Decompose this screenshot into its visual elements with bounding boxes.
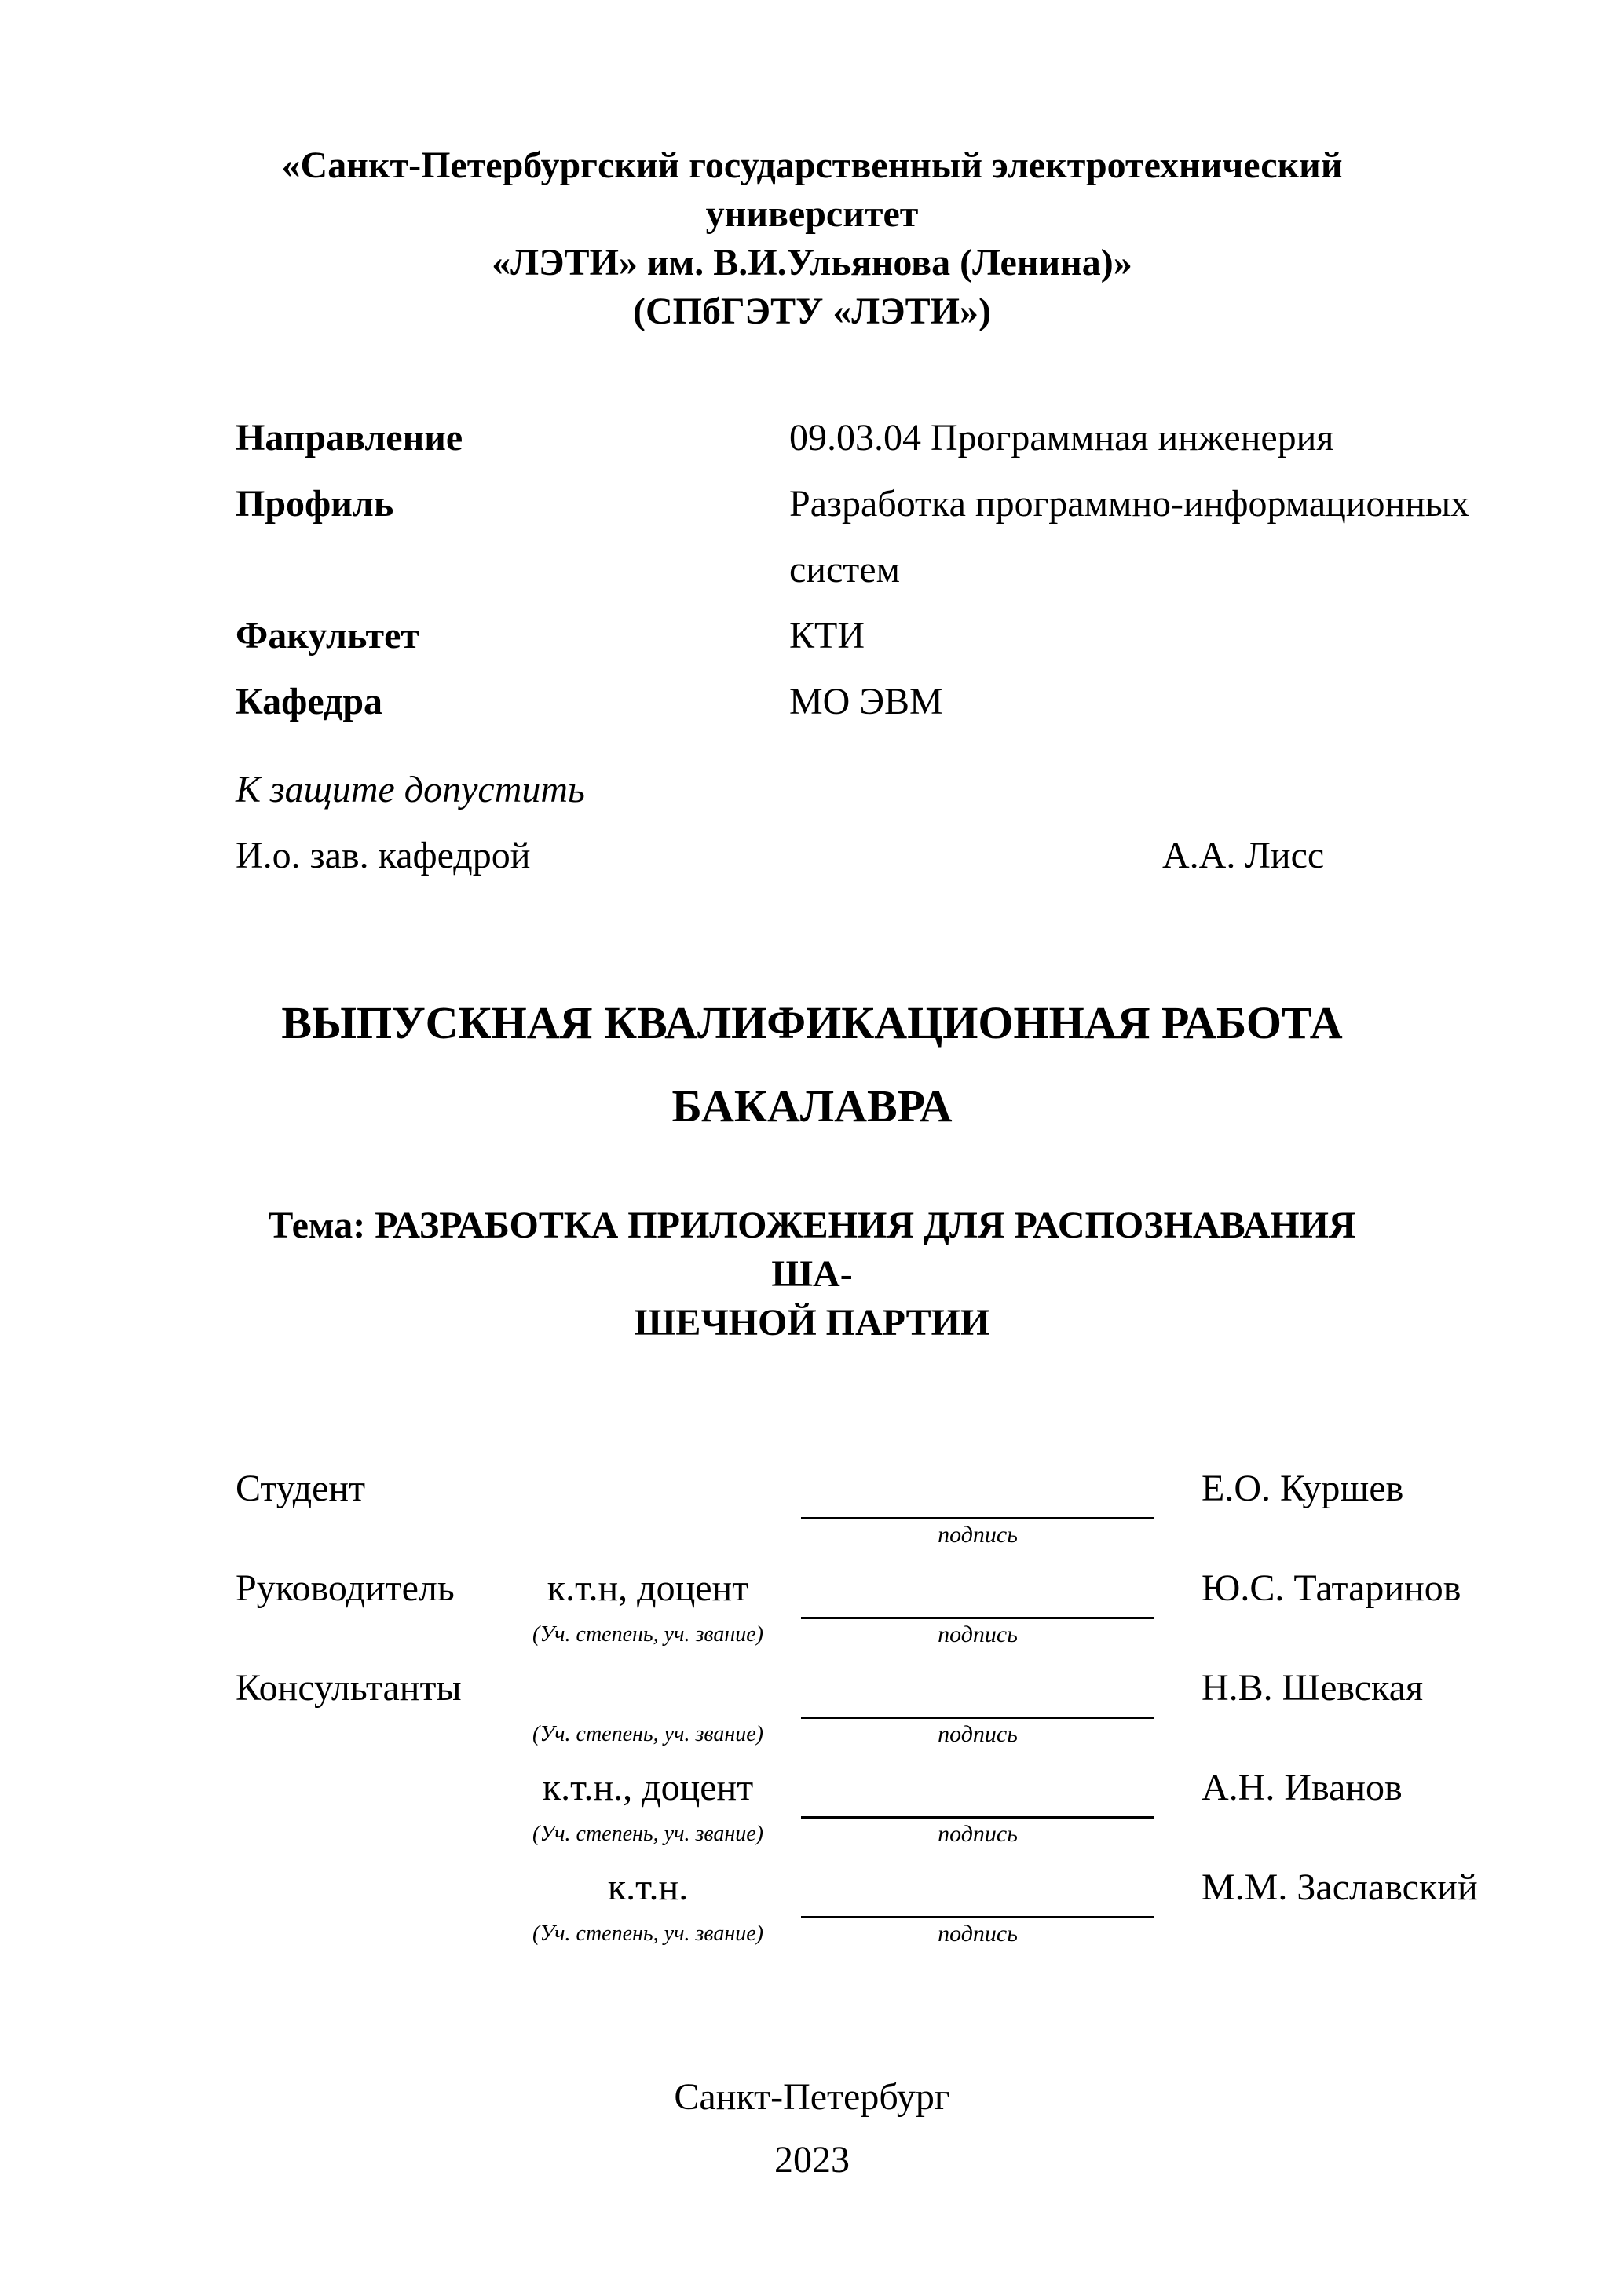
- topic-title: [236, 1201, 1388, 1347]
- topic-line1: Тема: РАЗРАБОТКА ПРИЛОЖЕНИЯ ДЛЯ РАСПОЗНАВАНИЯ ША-: [268, 1205, 1356, 1295]
- signature-row-consultant-2: [236, 1761, 1492, 1850]
- field-label-department: Кафедра: [236, 681, 383, 722]
- university-name-line1: «Санкт-Петербургский государственный электротехнический университет: [281, 144, 1343, 235]
- signature-role: [236, 1809, 495, 1819]
- topic-line2: ШЕЧНОЙ ПАРТИИ: [634, 1302, 990, 1344]
- degree-caption: (Уч. степень, уч. звание): [532, 1722, 763, 1746]
- signature-line: [801, 1462, 1154, 1519]
- field-value-direction: 09.03.04 Программная инженерия: [789, 417, 1334, 459]
- admission-signature-row: [236, 823, 1492, 889]
- signature-role: Консультанты: [236, 1667, 462, 1709]
- work-title-line2: БАКАЛАВРА: [671, 1080, 953, 1132]
- university-header: [236, 141, 1388, 336]
- signature-row-supervisor: [236, 1562, 1492, 1651]
- admission-block: [236, 757, 1492, 889]
- signature-role: Руководитель: [236, 1567, 455, 1609]
- signature-line: [801, 1562, 1154, 1619]
- admission-name: А.А. Лисс: [1162, 835, 1325, 876]
- field-value-profile: Разработка программно-информационных систем: [789, 483, 1470, 590]
- admission-statement: К защите допустить: [236, 769, 585, 810]
- university-name-line2: «ЛЭТИ» им. В.И.Ульянова (Ленина)»: [492, 242, 1132, 283]
- signature-caption: подпись: [938, 1921, 1018, 1947]
- program-info-table: [236, 405, 1527, 735]
- signature-line: [801, 1761, 1154, 1819]
- signature-role: Студент: [236, 1468, 366, 1509]
- signature-caption: подпись: [938, 1621, 1018, 1647]
- footer-year: 2023: [774, 2139, 850, 2181]
- field-label-profile: Профиль: [236, 483, 394, 525]
- signature-caption: подпись: [938, 1522, 1018, 1548]
- degree-caption: (Уч. степень, уч. звание): [532, 1921, 763, 1946]
- signature-row-student: [236, 1462, 1492, 1551]
- footer-city: Санкт-Петербург: [674, 2076, 950, 2118]
- field-label-direction: Направление: [236, 417, 463, 459]
- admission-role: И.о. зав. кафедрой: [236, 835, 531, 876]
- signature-degree: к.т.н.: [607, 1866, 689, 1908]
- signature-name: Н.В. Шевская: [1202, 1667, 1424, 1709]
- field-value-faculty: КТИ: [789, 615, 865, 656]
- signature-name: М.М. Заславский: [1202, 1866, 1478, 1908]
- university-abbreviation: (СПбГЭТУ «ЛЭТИ»): [633, 291, 991, 332]
- signature-caption: подпись: [938, 1821, 1018, 1847]
- signature-line: [801, 1662, 1154, 1719]
- signature-degree: [495, 1709, 801, 1719]
- signature-degree: к.т.н., доцент: [542, 1767, 754, 1808]
- signature-row-consultant-1: [236, 1662, 1492, 1750]
- signature-degree: [495, 1510, 801, 1519]
- signature-line: [801, 1861, 1154, 1918]
- field-value-department: МО ЭВМ: [789, 681, 943, 722]
- signature-name: Ю.С. Татаринов: [1202, 1567, 1461, 1609]
- footer: [236, 2066, 1388, 2192]
- signature-role: [236, 1909, 495, 1918]
- degree-caption: (Уч. степень, уч. звание): [532, 1822, 763, 1846]
- work-title-line1: ВЫПУСКНАЯ КВАЛИФИКАЦИОННАЯ РАБОТА: [281, 997, 1343, 1048]
- work-title: [236, 982, 1388, 1148]
- signature-name: А.Н. Иванов: [1202, 1767, 1403, 1808]
- signature-caption: подпись: [938, 1721, 1018, 1747]
- degree-caption: (Уч. степень, уч. звание): [532, 1622, 763, 1647]
- signature-degree: к.т.н, доцент: [547, 1567, 749, 1609]
- signatures-block: [236, 1462, 1492, 1950]
- field-label-faculty: Факультет: [236, 615, 419, 656]
- signature-row-consultant-3: [236, 1861, 1492, 1950]
- signature-name: Е.О. Куршев: [1202, 1468, 1404, 1509]
